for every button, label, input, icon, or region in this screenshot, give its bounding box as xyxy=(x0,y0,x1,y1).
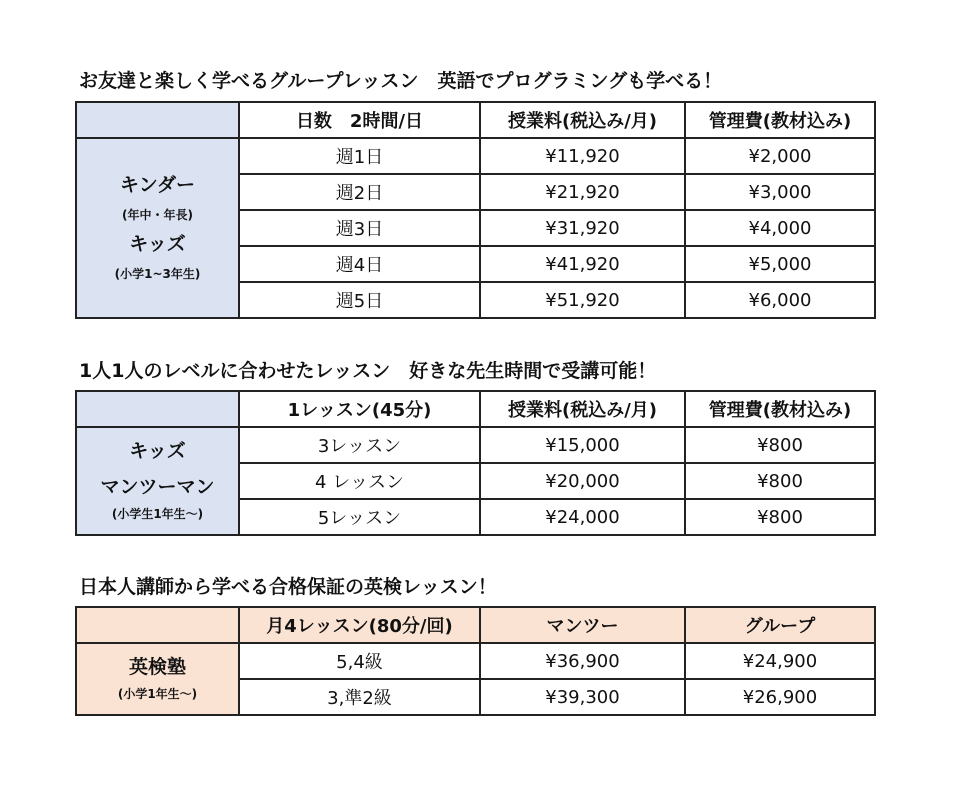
cell-tuition: ¥20,000 xyxy=(480,463,685,499)
category-label-kids: キッズ xyxy=(129,233,186,255)
header-cell-blank xyxy=(76,607,239,643)
category-label-eiken: 英検塾 xyxy=(128,655,186,678)
cell-admin-fee: ¥800 xyxy=(685,427,875,463)
cell-days: 週2日 xyxy=(239,174,480,210)
header-cell-man-to-man: マンツー xyxy=(480,607,685,643)
cell-grade-level: 5,4級 xyxy=(239,643,480,679)
cell-admin-fee: ¥4,000 xyxy=(685,210,875,246)
cell-admin-fee: ¥6,000 xyxy=(685,282,875,318)
header-cell-tuition: 授業料(税込み/月) xyxy=(480,102,685,138)
cell-lessons: 3レッスン xyxy=(239,427,480,463)
cell-tuition: ¥51,920 xyxy=(480,282,685,318)
cell-tuition: ¥11,920 xyxy=(480,138,685,174)
category-cell xyxy=(76,427,239,535)
section-title-eiken-lesson: 日本人講師から学べる合格保証の英検レッスン！ xyxy=(79,576,497,598)
table-header-row xyxy=(76,607,875,643)
cell-tuition: ¥15,000 xyxy=(480,427,685,463)
eiken-lesson-price-table xyxy=(75,606,876,716)
cell-days: 週4日 xyxy=(239,246,480,282)
cell-lessons: 4 レッスン xyxy=(239,463,480,499)
group-lesson-price-table xyxy=(75,101,876,319)
table-header-row xyxy=(76,391,875,427)
header-cell-admin-fee: 管理費(教材込み) xyxy=(685,102,875,138)
section-title-private-lesson: 1人1人のレベルに合わせたレッスン 好きな先生時間で受講可能！ xyxy=(79,360,657,382)
cell-days: 週3日 xyxy=(239,210,480,246)
header-cell-blank xyxy=(76,391,239,427)
header-cell-admin-fee: 管理費(教材込み) xyxy=(685,391,875,427)
category-sublabel-kids: (小学1~3年生) xyxy=(114,266,201,281)
cell-days: 週1日 xyxy=(239,138,480,174)
cell-lessons: 5レッスン xyxy=(239,499,480,535)
cell-group-price: ¥26,900 xyxy=(685,679,875,715)
category-sublabel-kinder: (年中・年長) xyxy=(122,208,193,222)
cell-grade-level: 3,準2級 xyxy=(239,679,480,715)
cell-admin-fee: ¥800 xyxy=(685,499,875,535)
cell-admin-fee: ¥3,000 xyxy=(685,174,875,210)
table-header-row xyxy=(76,102,875,138)
cell-man-to-man-price: ¥39,300 xyxy=(480,679,685,715)
cell-tuition: ¥41,920 xyxy=(480,246,685,282)
header-cell-lesson-length: 1レッスン(45分) xyxy=(239,391,480,427)
header-cell-monthly-lessons: 月4レッスン(80分/回) xyxy=(239,607,480,643)
category-sublabel-grade: (小学1年生～) xyxy=(117,687,198,702)
cell-man-to-man-price: ¥36,900 xyxy=(480,643,685,679)
category-cell xyxy=(76,138,239,318)
cell-tuition: ¥31,920 xyxy=(480,210,685,246)
cell-tuition: ¥24,000 xyxy=(480,499,685,535)
category-label-kinder: キンダー xyxy=(119,174,196,197)
cell-admin-fee: ¥800 xyxy=(685,463,875,499)
cell-admin-fee: ¥2,000 xyxy=(685,138,875,174)
cell-group-price: ¥24,900 xyxy=(685,643,875,679)
cell-tuition: ¥21,920 xyxy=(480,174,685,210)
cell-admin-fee: ¥5,000 xyxy=(685,246,875,282)
table-row xyxy=(76,427,875,463)
table-row xyxy=(76,643,875,679)
category-cell xyxy=(76,643,239,715)
section-title-group-lesson: お友達と楽しく学べるグループレッスン 英語でプログラミングも学べる！ xyxy=(79,70,723,92)
table-row xyxy=(76,138,875,174)
header-cell-days: 日数 2時間/日 xyxy=(239,102,480,138)
private-lesson-price-table xyxy=(75,390,876,536)
header-cell-blank xyxy=(76,102,239,138)
header-cell-tuition: 授業料(税込み/月) xyxy=(480,391,685,427)
category-label-kids: キッズ xyxy=(129,439,186,462)
header-cell-group: グループ xyxy=(685,607,875,643)
category-label-man-to-man: マンツーマン xyxy=(100,475,215,498)
cell-days: 週5日 xyxy=(239,282,480,318)
category-sublabel-grade: (小学生1年生～) xyxy=(111,507,204,522)
